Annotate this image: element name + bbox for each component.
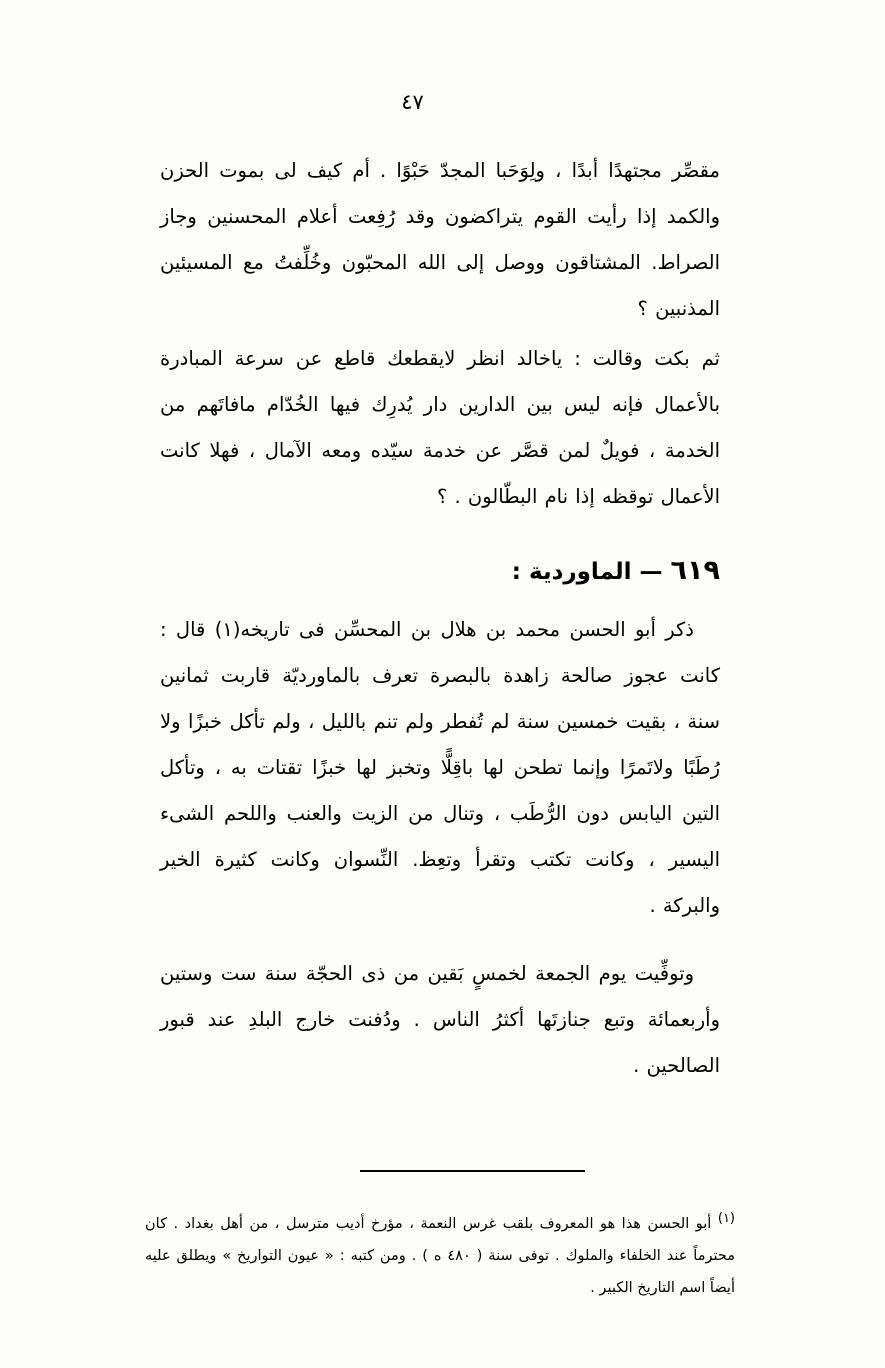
- section-number: ٦١٩: [670, 555, 720, 586]
- footnote-item: [145, 1203, 735, 1304]
- section-dash: —: [639, 559, 663, 585]
- footnote-area: [145, 1203, 735, 1304]
- section-title: الماوردية :: [511, 559, 632, 585]
- footnote-marker: (١): [717, 1211, 735, 1227]
- paragraph: مقصِّر مجتهدًا أبدًا ، ولِوَحَبا المجدّ حَبْوًا . أم كيف لى بموت الحزن والكمد إذا رأيت القوم يتراكضون وقد رُفِعت أعلام المحسنين وجاز الصراط. المشتاقون ووصل إلى الله المحبّون وخُلِّفتُ مع المسيئين المذنبين ؟: [160, 159, 720, 320]
- section-heading: [160, 546, 720, 597]
- page-number: ٤٧: [401, 90, 424, 114]
- paragraph: ذكر أبو الحسن محمد بن هلال بن المحسِّن فى تاريخه(١) قال : كانت عجوز صالحة زاهدة بالبصرة تعرف بالماورديّة قاربت ثمانين سنة ، بقيت خمسين سنة لم تُفطر ولم تنم بالليل ، ولم تأكل خبزًا ولا رُطَبًا ولاتَمرًا وإنما تطحن لها باقِلًّا وتخبز لها خبزًا تقتات به ، وتأكل التين اليابس دون الرُّطَب ، وتنال من الزيت والعنب واللحم الشىء اليسير ، وكانت تكتب وتقرأ وتعِظ. النِّسوان وكانت كثيرة الخير والبركة .: [160, 618, 720, 917]
- paragraph: ثم بكت وقالت : ياخالد انظر لايقطعك قاطع عن سرعة المبادرة بالأعمال فإنه ليس بين الدارين دار يُدرِك فيها الخُدّام مافاتَهم من الخدمة ، فويلٌ لمن قصَّر عن خدمة سيّده ومعه الآمال ، فهلا كانت الأعمال توقظه إذا نام البطّالون . ؟: [160, 347, 720, 508]
- body-column: [160, 148, 720, 1093]
- paragraph: وتوفِّيت يوم الجمعة لخمسٍ بَقين من ذى الحجّة سنة ست وستين وأربعمائة وتبع جنازتَها أكثرُ الناس . ودُفنت خارج البلدِ عند قبور الصالحين .: [160, 962, 720, 1077]
- footnote-text: أبو الحسن هذا هو المعروف بلقب غرس النعمة ، مؤرخ أديب مترسل ، من أهل بغداد . كان محترماً عند الخلفاء والملوك . توفى سنة ( ٤٨٠ ه ) . ومن كتبه : « عيون التواريخ » ويطلق عليه أيضاً اسم التاريخ الكبير .: [145, 1216, 735, 1296]
- footnote-divider: [360, 1170, 585, 1172]
- paragraph-spacer: [160, 933, 720, 951]
